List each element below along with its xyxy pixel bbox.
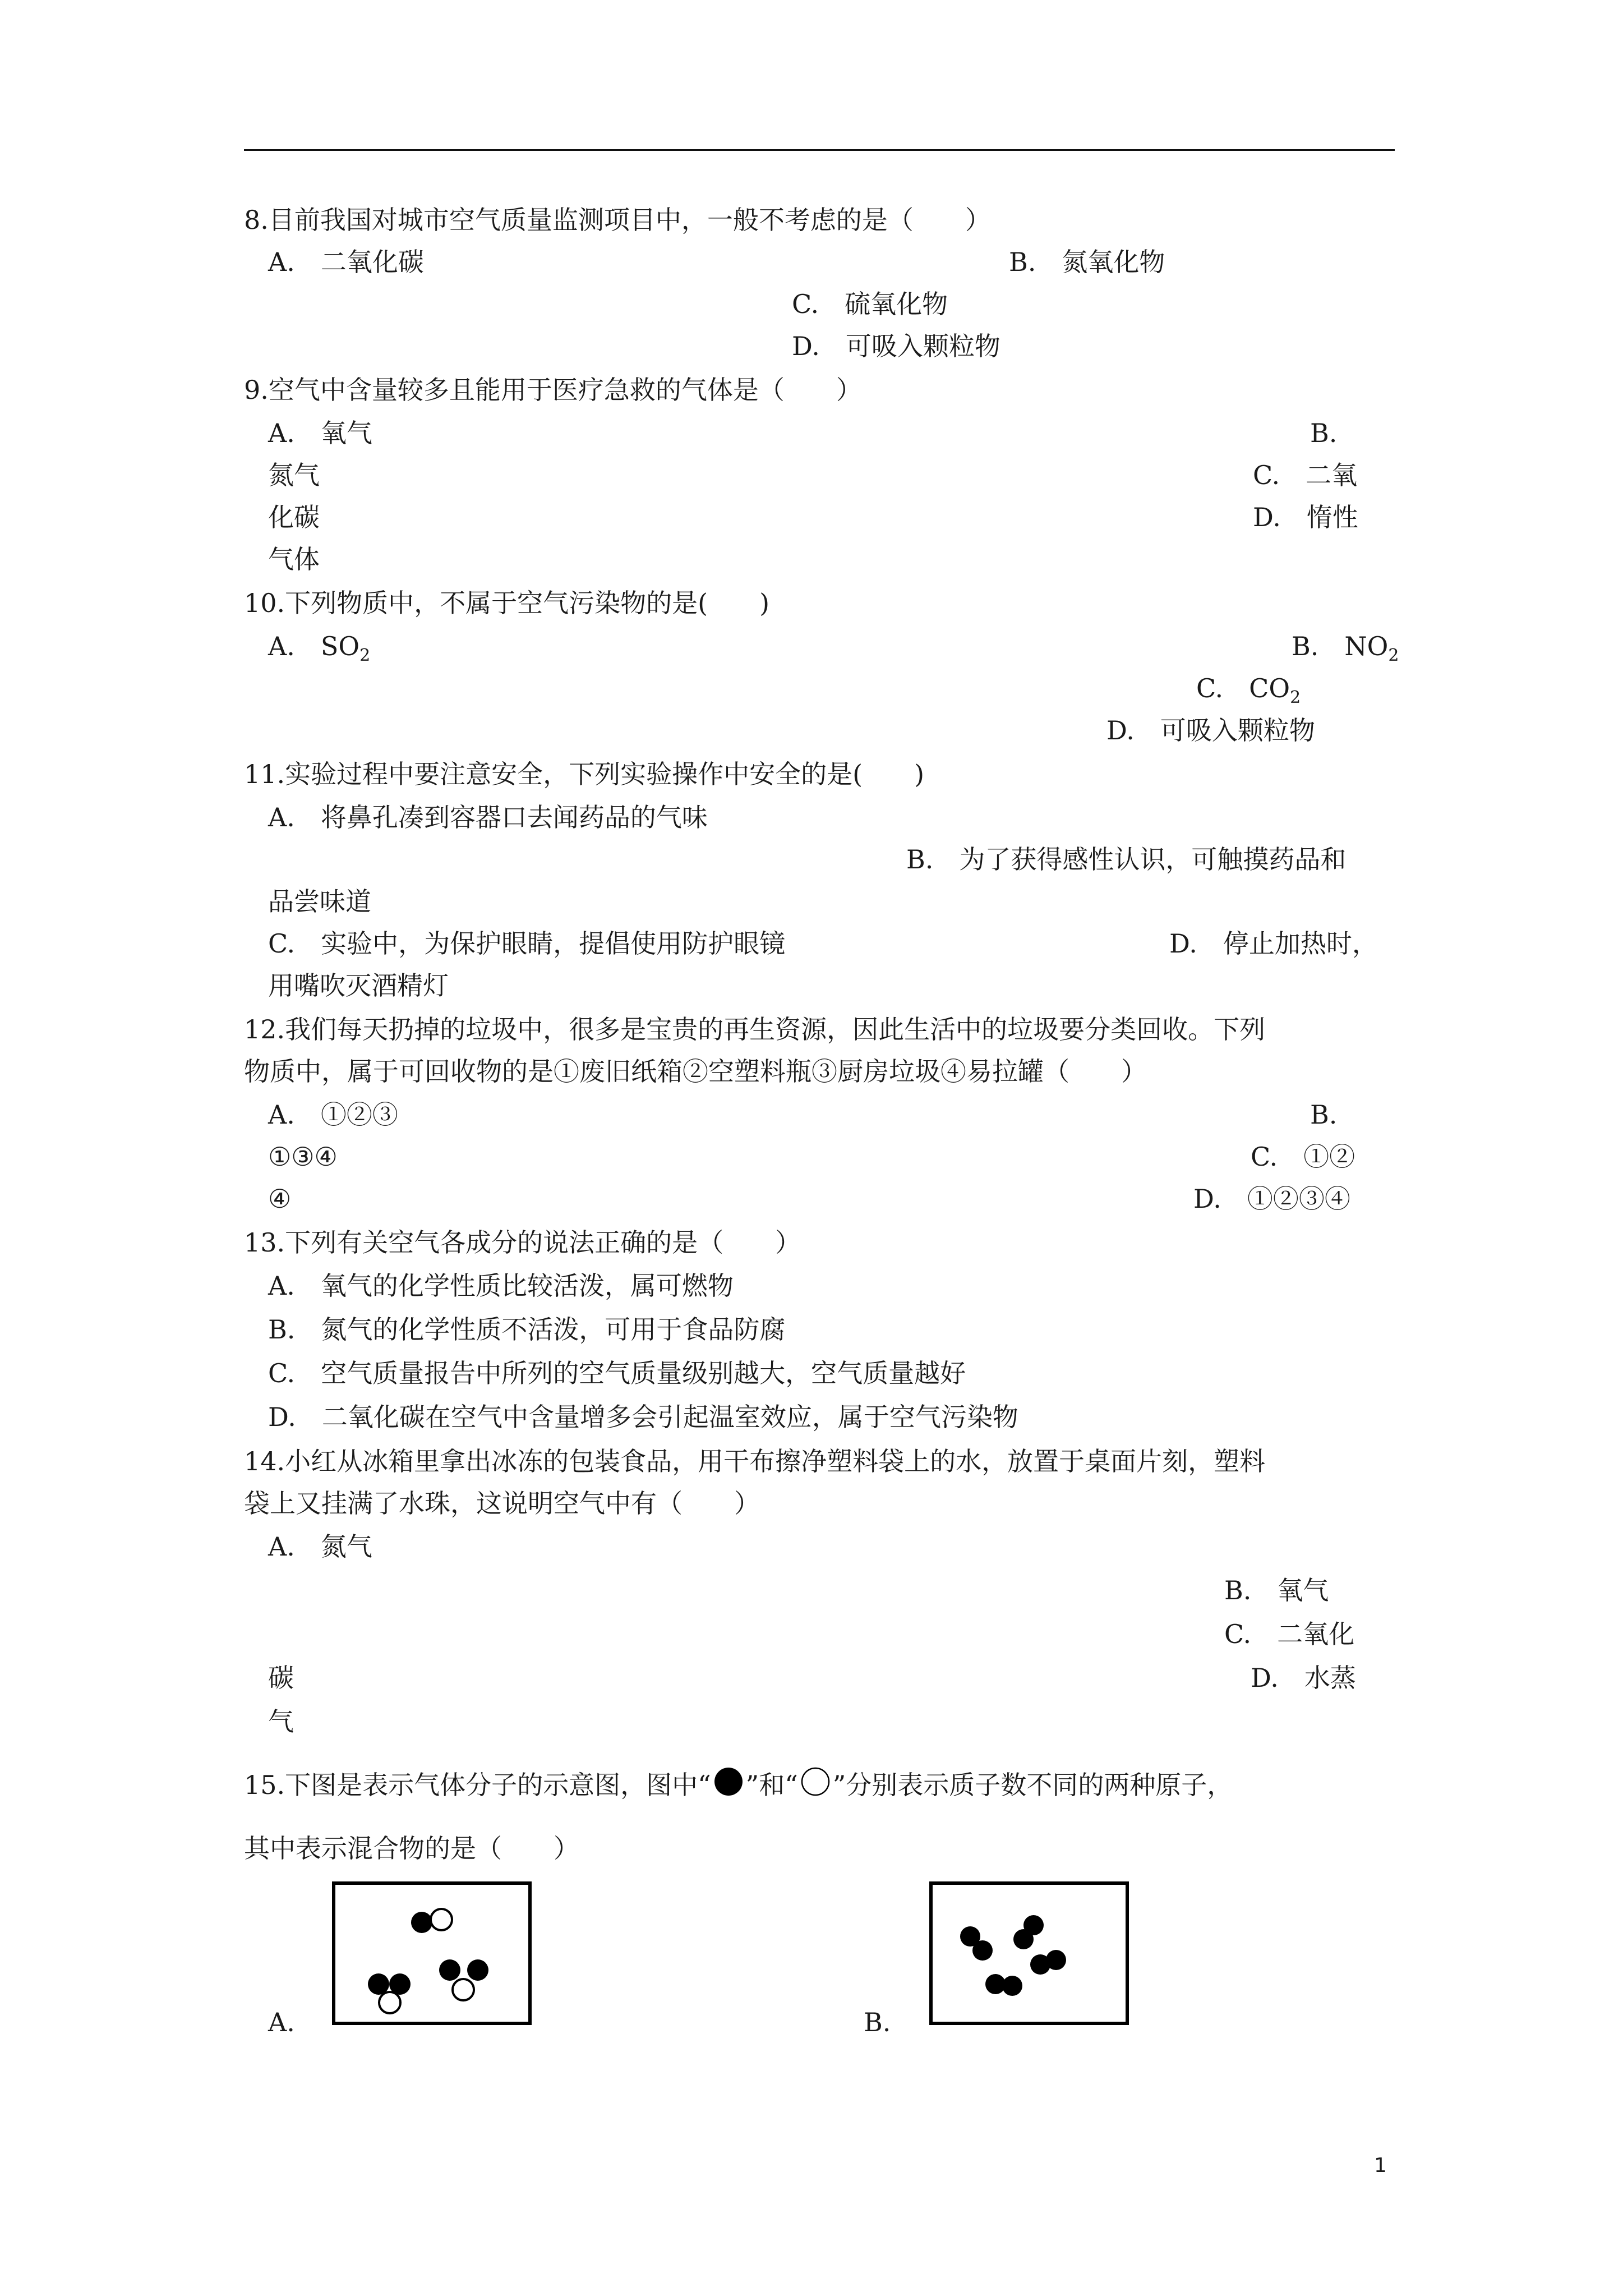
q14-stem-line1: 14.小红从冰箱里拿出冰冻的包装食品，用干布擦净塑料袋上的水，放置于桌面片刻，塑料 (244, 1446, 1266, 1476)
q14-option-d-cont: 气 (268, 1706, 294, 1737)
q15-stem-part2: ”和“ (745, 1770, 798, 1800)
q10-stem: 10.下列物质中，不属于空气污染物的是( ) (244, 588, 770, 618)
q11-option-b-cont: 品尝味道 (268, 886, 371, 917)
q12-option-d[interactable]: D. ①②③④ (1193, 1184, 1350, 1214)
q8-stem: 8.目前我国对城市空气质量监测项目中，一般不考虑的是（ ） (244, 205, 991, 235)
q14-option-d[interactable]: D. 水蒸 (1251, 1663, 1356, 1693)
q10-option-a-text: A. SO (268, 631, 360, 661)
q9-option-b-cont: 氮气 (268, 460, 320, 490)
q12-option-c-cont: ④ (268, 1184, 292, 1214)
figure-a-mixture-box (331, 1880, 538, 2032)
q12-stem-line1: 12.我们每天扔掉的垃圾中，很多是宝贵的再生资源，因此生活中的垃圾要分类回收。下列 (244, 1014, 1266, 1045)
q11-option-d-cont: 用嘴吹灭酒精灯 (268, 970, 449, 1001)
q13-option-d[interactable]: D. 二氧化碳在空气中含量增多会引起温室效应，属于空气污染物 (268, 1402, 1018, 1432)
q9-option-c-cont: 化碳 (268, 502, 320, 532)
q12-option-a[interactable]: A. ①②③ (268, 1099, 398, 1130)
header-rule (244, 149, 1395, 151)
q10-option-b[interactable] (1292, 629, 1399, 673)
q11-option-d[interactable]: D. 停止加热时， (1169, 928, 1378, 959)
q11-stem: 11.实验过程中要注意安全，下列实验操作中安全的是( ) (244, 759, 925, 789)
q13-option-c[interactable]: C. 空气质量报告中所列的空气质量级别越大，空气质量越好 (268, 1358, 966, 1388)
q9-stem: 9.空气中含量较多且能用于医疗急救的气体是（ ） (244, 375, 862, 405)
q10-option-c-sub: 2 (1290, 688, 1301, 708)
q9-option-c[interactable]: C. 二氧 (1253, 460, 1358, 490)
q10-option-c[interactable] (1196, 671, 1301, 715)
white-atom-icon (798, 1767, 833, 1798)
q12-option-b[interactable]: B. (1310, 1099, 1338, 1130)
q15-stem-part1: 15.下图是表示气体分子的示意图，图中“ (244, 1770, 711, 1800)
q15-stem-line2: 其中表示混合物的是（ ） (244, 1833, 579, 1864)
q10-option-a-sub: 2 (359, 646, 371, 666)
q13-option-b[interactable]: B. 氮气的化学性质不活泼，可用于食品防腐 (268, 1314, 786, 1345)
q14-option-b[interactable]: B. 氧气 (1224, 1575, 1329, 1605)
q9-option-b[interactable]: B. (1310, 418, 1338, 448)
q10-option-c-text: C. CO (1196, 673, 1290, 703)
q10-option-d[interactable]: D. 可吸入颗粒物 (1106, 715, 1315, 746)
q14-option-c-cont: 碳 (268, 1663, 294, 1693)
q12-option-b-cont: ①③④ (268, 1142, 338, 1172)
q12-option-c[interactable]: C. ①② (1251, 1142, 1355, 1172)
q13-stem: 13.下列有关空气各成分的说法正确的是（ ） (244, 1227, 801, 1258)
q11-option-b[interactable]: B. 为了获得感性认识，可触摸药品和 (906, 844, 1347, 875)
page-number: 1 (1374, 2154, 1387, 2177)
q10-option-b-sub: 2 (1388, 646, 1399, 666)
q8-option-d[interactable]: D. 可吸入颗粒物 (792, 331, 1000, 361)
q8-option-c[interactable]: C. 硫氧化物 (792, 289, 948, 319)
q15-stem-part3: ”分别表示质子数不同的两种原子， (832, 1770, 1233, 1800)
black-atom-icon (711, 1767, 746, 1798)
q9-option-a[interactable]: A. 氧气 (268, 418, 372, 448)
q15-stem-line1 (244, 1767, 1233, 1802)
figure-b-molecules-box (928, 1880, 1136, 2032)
q14-stem-line2: 袋上又挂满了水珠，这说明空气中有（ ） (244, 1488, 760, 1519)
q13-option-a[interactable]: A. 氧气的化学性质比较活泼，属可燃物 (268, 1271, 734, 1301)
q14-option-a[interactable]: A. 氮气 (268, 1531, 372, 1562)
q12-stem-line2: 物质中，属于可回收物的是①废旧纸箱②空塑料瓶③厨房垃圾④易拉罐（ ） (244, 1056, 1147, 1087)
q14-option-c[interactable]: C. 二氧化 (1224, 1619, 1355, 1649)
q8-option-a[interactable]: A. 二氧化碳 (268, 247, 424, 277)
q15-option-a[interactable]: A. (268, 2007, 295, 2037)
q15-option-b[interactable]: B. (864, 2007, 891, 2037)
q8-option-b[interactable]: B. 氮氧化物 (1009, 247, 1165, 277)
q10-option-a[interactable] (268, 629, 370, 673)
q11-option-c[interactable]: C. 实验中，为保护眼睛，提倡使用防护眼镜 (268, 928, 786, 959)
q9-option-d[interactable]: D. 惰性 (1253, 502, 1358, 532)
q10-option-b-text: B. NO (1292, 631, 1389, 661)
q11-option-a[interactable]: A. 将鼻孔凑到容器口去闻药品的气味 (268, 802, 708, 832)
q9-option-d-cont: 气体 (268, 544, 320, 574)
